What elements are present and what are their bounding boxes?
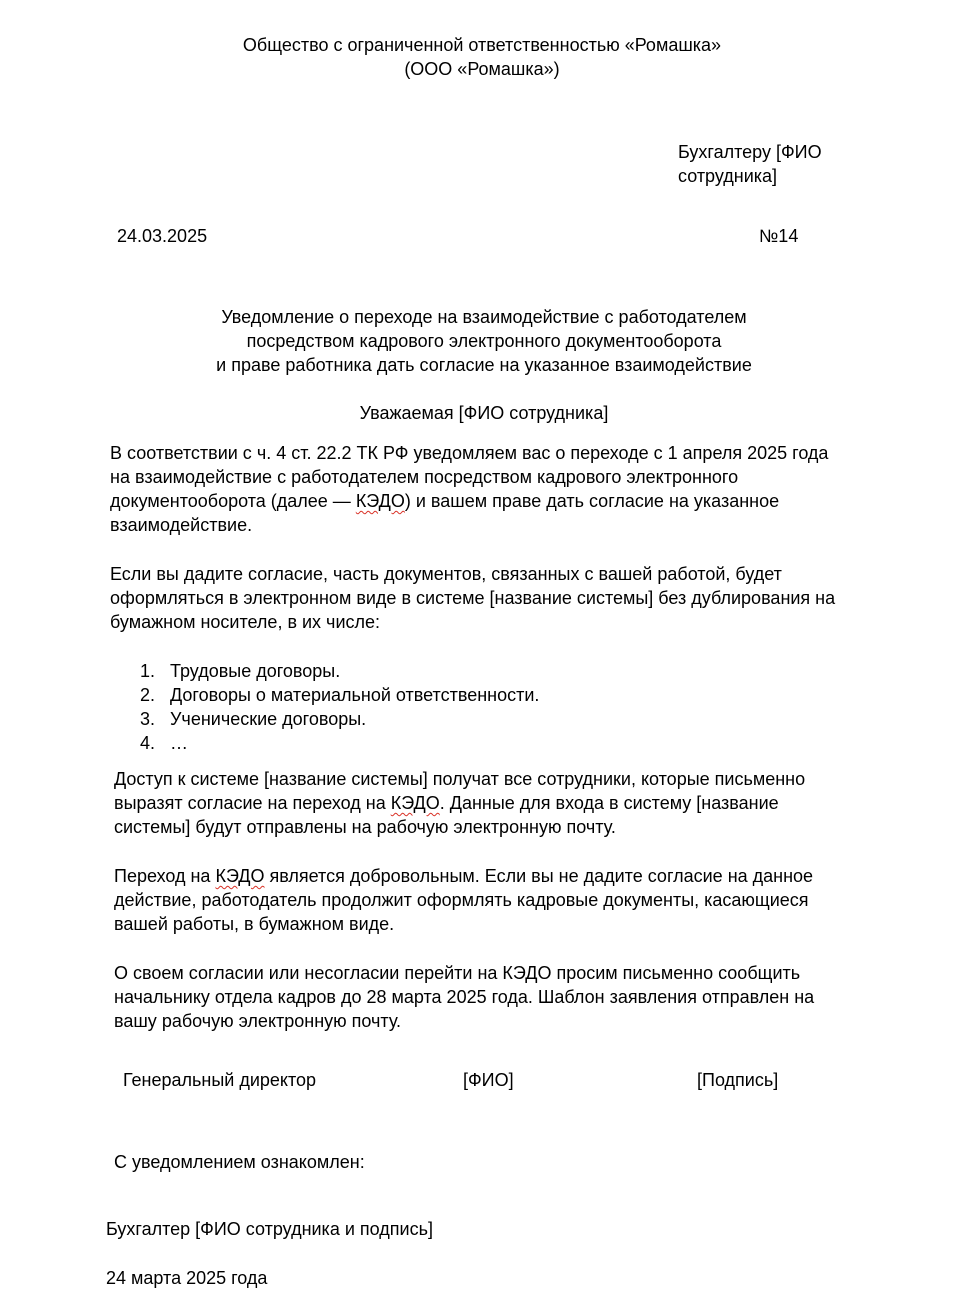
paragraph-1-line-3 (110, 489, 870, 513)
title-line-2: посредством кадрового электронного документооборота (246, 331, 722, 351)
spellcheck-word[interactable]: КЭДО (390, 793, 440, 813)
list-item-number: 2. (140, 685, 156, 705)
paragraph-3-line-1: Доступ к системе [название системы] получат все сотрудники, которые письменно (114, 769, 806, 789)
text-span: ) и вашем праве дать согласие на указанное (404, 491, 780, 511)
org-full-name: Общество с ограниченной ответственностью «Ромашка» (242, 35, 722, 55)
paragraph-2 (110, 562, 870, 634)
spellcheck-word[interactable]: КЭДО (215, 866, 265, 886)
document-date: 24.03.2025 (117, 226, 208, 246)
paragraph-1-line-2: на взаимодействие с работодателем посредством кадрового электронного (110, 467, 739, 487)
document-list (110, 659, 539, 755)
paragraph-2-line-3: бумажном носителе, в их числе: (110, 612, 381, 632)
acknowledgement-date: 24 марта 2025 года (106, 1268, 268, 1288)
text-span: является добровольным. Если вы не дадите согласие на данное (264, 866, 814, 886)
signatory-name: [ФИО] (463, 1070, 514, 1090)
text-span: документооборота (далее — (110, 491, 356, 511)
list-item (110, 707, 539, 731)
title-line-1: Уведомление о переходе на взаимодействие с работодателем (221, 307, 747, 327)
document-number: №14 (759, 226, 799, 246)
addressee-line-1: Бухгалтеру [ФИО (678, 142, 822, 162)
paragraph-5 (114, 961, 874, 1033)
paragraph-1-line-4: взаимодействие. (110, 515, 253, 535)
list-item (110, 659, 539, 683)
paragraph-5-line-1: О своем согласии или несогласии перейти на КЭДО просим письменно сообщить (114, 963, 801, 983)
employee-signature-line: Бухгалтер [ФИО сотрудника и подпись] (106, 1219, 433, 1239)
paragraph-3-line-2 (114, 791, 874, 815)
list-item-text: Ученические договоры. (170, 709, 367, 729)
signatory-role: Генеральный директор (123, 1070, 317, 1090)
acknowledgement-label: С уведомлением ознакомлен: (114, 1152, 365, 1172)
spellcheck-word[interactable]: КЭДО (355, 491, 405, 511)
list-item-number: 3. (140, 709, 156, 729)
signatory-signature: [Подпись] (697, 1070, 779, 1090)
text-span: выразят согласие на переход на (114, 793, 391, 813)
list-item-number: 1. (140, 661, 156, 681)
greeting: Уважаемая [ФИО сотрудника] (359, 403, 609, 423)
document-title (0, 305, 964, 377)
paragraph-3 (114, 767, 874, 839)
paragraph-4-line-1 (114, 864, 874, 888)
paragraph-5-line-2: начальнику отдела кадров до 28 марта 2025 года. Шаблон заявления отправлен на (114, 987, 815, 1007)
paragraph-5-line-3: вашу рабочую электронную почту. (114, 1011, 402, 1031)
title-line-3: и праве работника дать согласие на указанное взаимодействие (216, 355, 752, 375)
addressee-line-2: сотрудника] (678, 166, 778, 186)
list-item-text: Договоры о материальной ответственности. (170, 685, 540, 705)
list-item-text: Трудовые договоры. (170, 661, 341, 681)
paragraph-2-line-2: оформляться в электронном виде в системе [название системы] без дублирования на (110, 588, 836, 608)
paragraph-2-line-1: Если вы дадите согласие, часть документов, связанных с вашей работой, будет (110, 564, 782, 584)
organization-header (0, 33, 964, 81)
text-span: Переход на (114, 866, 216, 886)
paragraph-1-line-1: В соответствии с ч. 4 ст. 22.2 ТК РФ уведомляем вас о переходе с 1 апреля 2025 года (110, 443, 829, 463)
addressee-block (678, 140, 878, 188)
text-span: . Данные для входа в систему [название (439, 793, 779, 813)
list-item-number: 4. (140, 733, 156, 753)
paragraph-3-line-3: системы] будут отправлены на рабочую электронную почту. (114, 817, 616, 837)
paragraph-4 (114, 864, 874, 936)
paragraph-1 (110, 441, 870, 537)
paragraph-4-line-3: вашей работы, в бумажном виде. (114, 914, 395, 934)
org-short-name: (ООО «Ромашка») (404, 59, 560, 79)
list-item (110, 683, 539, 707)
list-item-text: … (170, 733, 188, 753)
list-item (110, 731, 539, 755)
paragraph-4-line-2: действие, работодатель продолжит оформлять кадровые документы, касающиеся (114, 890, 809, 910)
